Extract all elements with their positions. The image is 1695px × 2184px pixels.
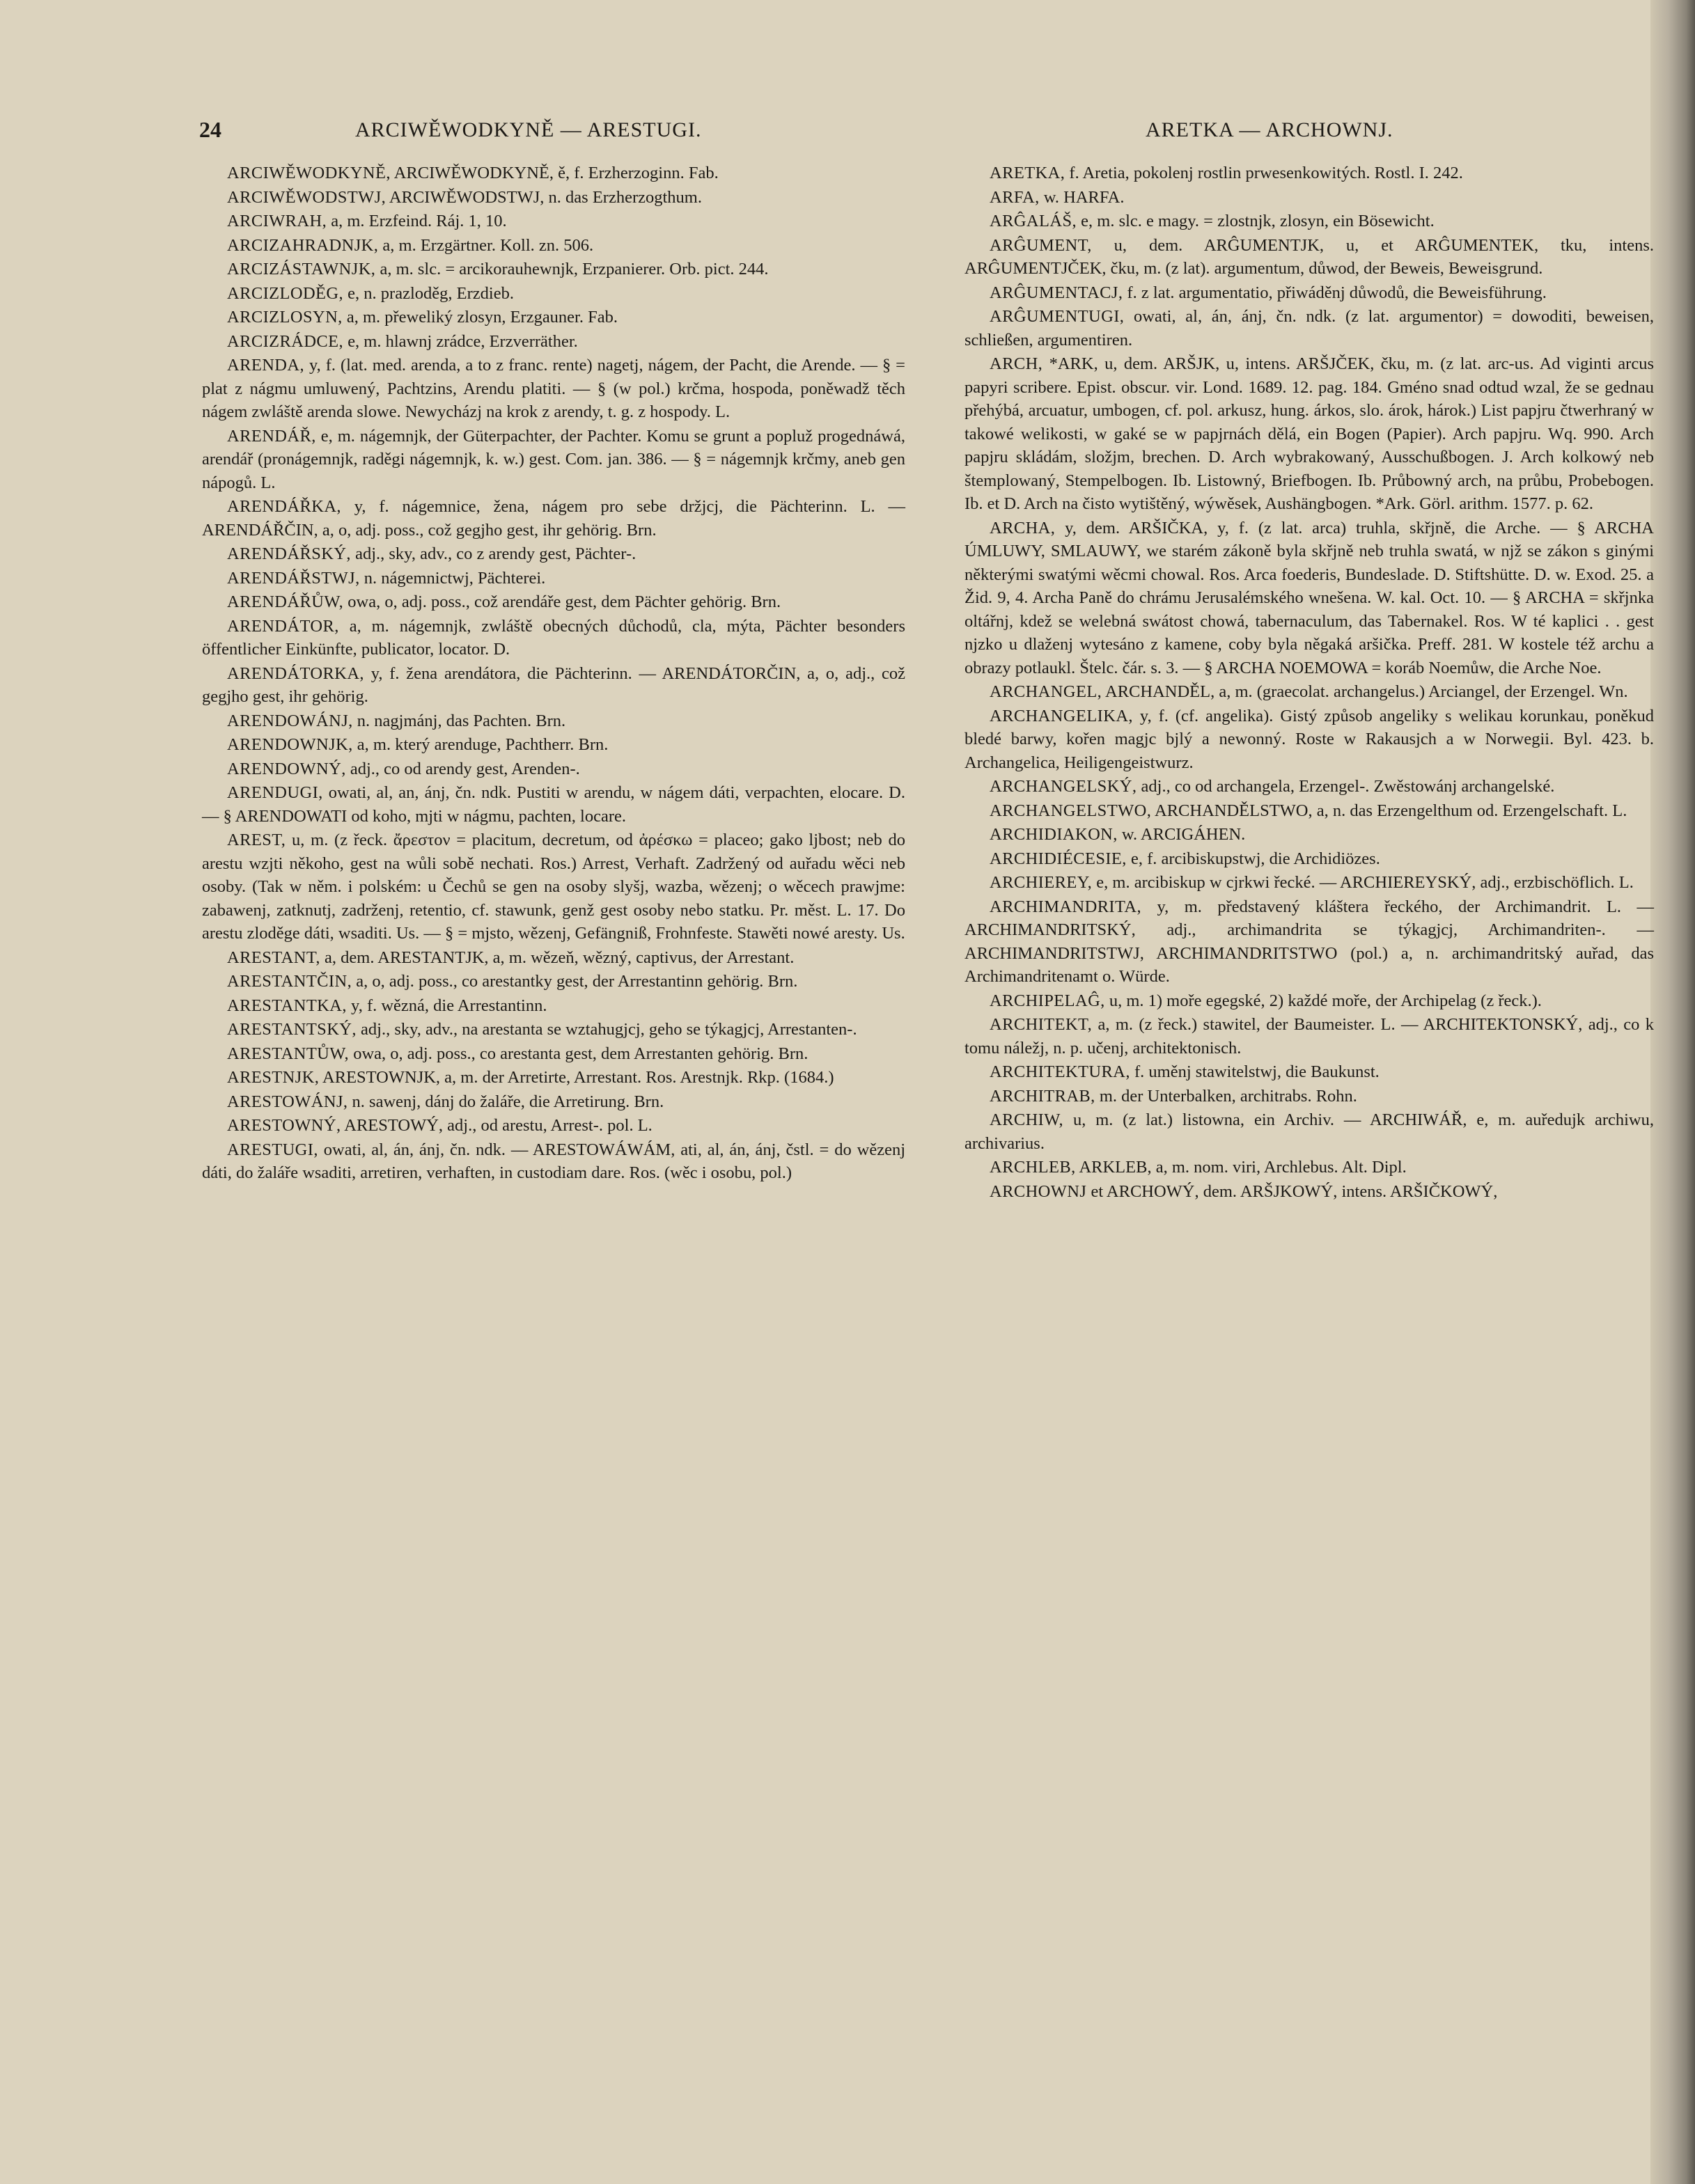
dictionary-entry	[202, 567, 905, 590]
entry-text: y, f. (cf. angelika). Gistý způsob angeliky s welikau korunkau, poněkud bledé barwy, kořen magjc bjlý a newonný. Roste w Rakausjch a w Norwegii. Byl. 423. b. Archangelica, Heiligengeistwurz.	[964, 706, 1655, 772]
entry-headword: ARENDÁŘSTWJ,	[227, 568, 360, 588]
entry-headword: ARĜUMENTACJ,	[990, 283, 1123, 302]
entry-headword: ARESTNJK,	[227, 1068, 320, 1087]
entry-headword: ARCIWĚWODKYNĚ,	[227, 164, 391, 182]
dictionary-entry	[964, 775, 1654, 799]
entry-text: y, m. představený kláštera řeckého, der Archimandrit. L. — ARCHIMANDRITSKÝ, adj., archimandrita se týkagjcj, Archimandriten-. — ARCHIMANDRITSTWJ, ARCHIMANDRITSTWO (pol.) a, n. archimandritský auřad, das Archimandritenamt o. Würde.	[964, 897, 1655, 986]
dictionary-entry	[202, 210, 905, 233]
entry-headword: ARCIZLOSYN,	[227, 308, 343, 327]
dictionary-entry	[202, 709, 905, 733]
left-column	[202, 162, 905, 1186]
page-number: 24	[199, 117, 221, 142]
dictionary-entry	[202, 162, 905, 185]
entry-text: ARCIWĚWODKYNĚ, ě, f. Erzherzoginn. Fab.	[393, 164, 719, 182]
entry-text: adj., sky, adv., co z arendy gest, Pächter-.	[355, 544, 636, 563]
entry-text: e, n. prazloděg, Erzdieb.	[347, 283, 514, 303]
entry-headword: ARCIWĚWODSTWJ,	[227, 187, 386, 207]
entry-text: y, dem. ARŠIČKA, y, f. (z lat. arca) truhla, skřjně, die Arche. — § ARCHA ÚMLUWY, SMLAUWY, we starém zákoně byla skřjně neb truhla swatá, w njž se zákon s ginými některými swatými wěcmi chowal. Ros. Arca foederis, Bundeslade. D. Stiftshütte. D. w. Exod. 25. a Žid. 9, 4. Archa Paně do chrámu Jerusalémského wnešena. W. kal. Oct. 10. — § ARCHA = skřjnka oltářnj, kdež se welebná swátost chowá, tabernaculum, das Tabernakel. Ros. W té kaplici . . gest njzko u dlaženj wytesáno z kamene, coby byla něgaká aršička. Preff. 281. W kostele též archu a obrazy potlaukl. Štelc. čár. s. 3. — § ARCHA NOEMOWA = koráb Noemůw, die Arche Noe.	[964, 518, 1654, 677]
entry-text: a, m. slc. = arcikorauhewnjk, Erzpanierer. Orb. pict. 244.	[380, 260, 769, 278]
dictionary-entry	[202, 306, 905, 329]
dictionary-entry	[964, 799, 1654, 823]
entry-headword: ARESTANT,	[227, 948, 320, 967]
dictionary-entry	[202, 662, 905, 709]
entry-headword: ARCHA,	[990, 518, 1056, 537]
dictionary-entry	[964, 517, 1654, 680]
entry-text: owati, al, án, ánj, čn. ndk. — ARESTOWÁWÁM, ati, al, án, ánj, čstl. = do wězenj dáti, do žaláře wsaditi, arretiren, verhaften, in custodiam dare. Ros. (wěc i osobu, pol.)	[202, 1140, 905, 1182]
entry-headword: ARFA,	[990, 187, 1040, 207]
right-column	[964, 162, 1654, 1204]
dictionary-entry	[964, 1156, 1654, 1179]
dictionary-entry	[202, 542, 905, 566]
entry-headword: ARESTANTČIN,	[227, 972, 352, 991]
dictionary-entry	[202, 1138, 905, 1185]
entry-headword: ARENDÁTORKA,	[227, 663, 364, 683]
entry-text: e, m. nágemnjk, der Güterpachter, der Pachter. Komu se grunt a popluž progednáwá, arendář (pronágemnjk, raděgi nágemnjk, k. w.) gest. Com. jan. 386. — § = nágemnjk krčmy, aneb gen nápogů. L.	[202, 426, 905, 492]
running-header	[160, 103, 1616, 145]
dictionary-entry	[202, 234, 905, 258]
entry-text: e, m. slc. e magy. = zlostnjk, zlosyn, ein Bösewicht.	[1081, 212, 1435, 230]
entry-text: y, f. nágemnice, žena, nágem pro sebe držjcj, die Pächterinn. L. — ARENDÁŘČIN, a, o, adj. poss., což gegjho gest, ihr gehörig. Brn.	[202, 497, 905, 540]
dictionary-entry	[964, 305, 1654, 352]
entry-headword: ARCHIDIAKON,	[990, 825, 1118, 844]
dictionary-entry	[964, 162, 1654, 185]
entry-headword: ARCHITEKT,	[990, 1015, 1093, 1034]
left-running-head: ARCIWĚWODKYNĚ — ARESTUGI.	[355, 118, 702, 141]
entry-text: owati, al, án, ánj, čn. ndk. (z lat. argumentor) = dowoditi, beweisen, schließen, argumentiren.	[964, 307, 1655, 349]
entry-headword: ARESTANTKA,	[227, 996, 347, 1015]
entry-text: a, m. nágemnjk, zwláště obecných důchodů, cla, mýta, Pächter besonders öffentlicher Einkünfte, publicator, locator. D.	[202, 616, 906, 659]
entry-text: owa, o, adj. poss., co arestanta gest, dem Arrestanten gehörig. Brn.	[353, 1044, 809, 1063]
dictionary-entry	[964, 705, 1654, 775]
entry-text: f. Aretia, pokolenj rostlin prwesenkowitých. Rostl. I. 242.	[1069, 164, 1463, 182]
entry-text: u, m. (z lat.) listowna, ein Archiv. — ARCHIWÁŘ, e, m. auředujk archiwu, archivarius.	[964, 1110, 1654, 1153]
dictionary-entry	[964, 210, 1654, 233]
entry-headword: ARCHANGELIKA,	[990, 706, 1133, 725]
entry-text: y, f. žena arendátora, die Pächterinn. — ARENDÁTORČIN, a, o, adj., což gegjho gest, ihr gehörig.	[202, 663, 906, 706]
entry-headword: ARCIZRÁDCE,	[227, 331, 344, 351]
entry-headword: ARĜUMENTUGI,	[990, 307, 1125, 326]
dictionary-entry	[202, 828, 905, 945]
entry-headword: ARENDÁŘKA,	[227, 497, 341, 516]
entry-headword: ARCHITEKTURA,	[990, 1062, 1130, 1081]
entry-text: adj., co od arendy gest, Arenden-.	[350, 759, 580, 778]
entry-text: a, m. (z řeck.) stawitel, der Baumeister. L. — ARCHITEKTONSKÝ, adj., co k tomu náležj, n. p. učenj, architektonisch.	[964, 1015, 1655, 1058]
dictionary-entry	[202, 994, 905, 1018]
entry-headword: ARCIZÁSTAWNJK,	[227, 260, 376, 278]
dictionary-entry	[964, 234, 1654, 281]
entry-headword: ARCHITRAB,	[990, 1086, 1095, 1106]
book-gutter-shadow	[1650, 0, 1695, 2184]
right-running-head: ARETKA — ARCHOWNJ.	[1146, 118, 1393, 141]
dictionary-entry	[202, 1018, 905, 1042]
dictionary-entry	[202, 733, 905, 757]
dictionary-entry	[202, 1066, 905, 1090]
dictionary-entry	[202, 615, 905, 661]
entry-headword: ARCHIMANDRITA,	[990, 897, 1142, 916]
entry-headword: ARENDÁŘ,	[227, 426, 316, 446]
entry-text: n. sawenj, dánj do žaláře, die Arretirung. Brn.	[352, 1092, 664, 1111]
entry-text: m. der Unterbalken, architrabs. Rohn.	[1099, 1086, 1357, 1106]
entry-text: e, m. hlawnj zrádce, Erzverräther.	[347, 331, 578, 351]
dictionary-entry	[202, 781, 905, 828]
entry-text: y, f. (lat. med. arenda, a to z franc. rente) nagetj, nágem, der Pacht, die Arende. — § = plat z nágmu umluwený, Pachtzins, Arendu platiti. — § (w pol.) krčma, hospoda, poněwadž těch nágem zwláště arenda slowe. Newycházj na krok z arendy, t. g. z hospody. L.	[202, 356, 906, 421]
dictionary-entry	[202, 1042, 905, 1066]
entry-headword: ARCHANGEL,	[990, 682, 1102, 701]
dictionary-entry	[964, 847, 1654, 871]
entry-text: u, m. 1) moře egegské, 2) každé moře, der Archipelag (z řeck.).	[1109, 991, 1542, 1010]
entry-text: u, dem. ARĜUMENTJK, u, et ARĜUMENTEK, tku, intens. ARĜUMENTJČEK, čku, m. (z lat). argumentum, důwod, der Beweis, Beweisgrund.	[964, 235, 1654, 278]
dictionary-entry	[202, 946, 905, 970]
entry-text: ARCHANDĚLSTWO, a, n. das Erzengelthum od. Erzengelschaft. L.	[1155, 801, 1627, 820]
entry-text: *ARK, u, dem. ARŠJK, u, intens. ARŠJČEK, čku, m. (z lat. arc-us. Ad viginti arcus papyri scribere. Epist. obscur. vir. Lond. 1689. 12. pag. 184. Gméno snad odtud wzal, že se gednau přehýbá, arcuatur, umbogen, cf. pol. arkusz, hung. árkos, slo. árok, hárok.) List papjru čtwerhraný w takowé welikosti, w gaké se w papjrnách dělá, ein Bogen (Papier). Arch papjru. Wq. 990. Arch papjru skládám, složjm, brechen. D. Arch wybrakowaný, Ausschußbogen. J. Arch kolkowý neb štemplowaný, Stempelbogen. Ib. Listowný, Briefbogen. Ib. Průbowný arch, na průbu, Probebogen. Ib. et D. Arch na čisto wytištěný, wýwěsek, Aushängbogen. *Ark. Görl. arithm. 1577. p. 62.	[964, 354, 1655, 513]
dictionary-entry	[202, 425, 905, 495]
entry-text: ARCIWĚWODSTWJ, n. das Erzherzogthum.	[389, 187, 702, 207]
entry-headword: ARCHANGELSTWO,	[990, 801, 1152, 820]
entry-headword: ARCHIW,	[990, 1110, 1064, 1129]
dictionary-entry	[964, 989, 1654, 1013]
entry-headword: ARĜALÁŠ,	[990, 212, 1077, 230]
entry-headword: ARESTANTŮW,	[227, 1044, 350, 1063]
entry-text: adj., co od archangela, Erzengel-. Zwěstowánj archangelské.	[1141, 777, 1555, 796]
dictionary-entry	[964, 823, 1654, 847]
dictionary-entry	[964, 871, 1654, 895]
entry-text: e, f. arcibiskupstwj, die Archidiözes.	[1130, 849, 1380, 868]
entry-text: a, m. přeweliký zlosyn, Erzgauner. Fab.	[346, 308, 618, 327]
entry-text: owa, o, adj. poss., což arendáře gest, dem Pächter gehörig. Brn.	[347, 592, 781, 611]
dictionary-entry	[964, 1108, 1654, 1155]
entry-text: owati, al, an, ánj, čn. ndk. Pustiti w arendu, w nágem dáti, verpachten, elocare. D. — § ARENDOWATI od koho, mjti w nágmu, pachten, locare.	[202, 783, 905, 826]
dictionary-entry	[202, 258, 905, 281]
dictionary-entry	[202, 590, 905, 614]
entry-headword: ARCHIDIÉCESIE,	[990, 849, 1127, 868]
entry-text: ARESTOWÝ, adj., od arestu, Arrest-. pol. L.	[344, 1116, 653, 1135]
entry-headword: ARCHIEREY,	[990, 873, 1093, 892]
entry-headword: ARESTANTSKÝ,	[227, 1020, 357, 1039]
entry-headword: ARENDUGI,	[227, 783, 323, 802]
dictionary-entry	[964, 1060, 1654, 1084]
dictionary-entry	[202, 970, 905, 993]
entry-text: f. z lat. argumentatio, přiwáděnj důwodů, die Beweisführung.	[1127, 283, 1547, 302]
entry-text: u, m. (z řeck. ἄρεστον = placitum, decretum, od ἀρέσκω = placeo; gako ljbost; neb do arestu wzjti někoho, gest na wůli sobě nechati. Ros.) Arrest, Verhaft. Zadržený od auřadu wěci neb osoby. (Tak w něm. i polském: u Čechů se gen na osoby slyšj, wazba, wězenj; o wěcech prawjme: zabawenj, zatknutj, zadrženj, retentio, cf. stawunk, genž gest osoby nebo statku. Pr. měst. L. 17. Do arestu zloděge dáti, wsaditi. Us. — § = mjsto, wězenj, Gefängniß, Frohnfeste. Stawěti nowé aresty. Us.	[202, 831, 906, 943]
entry-text: ARKLEB, a, m. nom. viri, Archlebus. Alt. Dipl.	[1079, 1158, 1407, 1177]
entry-text: a, m. Erzfeind. Ráj. 1, 10.	[331, 212, 507, 230]
entry-text: a, o, adj. poss., co arestantky gest, der Arrestantinn gehörig. Brn.	[356, 972, 798, 991]
entry-headword: ARCHANGELSKÝ,	[990, 777, 1137, 796]
entry-headword: ARCHLEB,	[990, 1158, 1076, 1177]
entry-text: f. uměnj stawitelstwj, die Baukunst.	[1134, 1062, 1380, 1081]
entry-text: a, dem. ARESTANTJK, a, m. wězeň, wězný, captivus, der Arrestant.	[325, 948, 795, 967]
entry-text: e, m. arcibiskup w cjrkwi řecké. — ARCHIEREYSKÝ, adj., erzbischöflich. L.	[1096, 873, 1634, 892]
entry-headword: ARESTUGI,	[227, 1140, 318, 1159]
entry-text: et ARCHOWÝ, dem. ARŠJKOWÝ, intens. ARŠIČKOWÝ,	[1091, 1181, 1498, 1201]
dictionary-entry	[202, 495, 905, 542]
entry-headword: ARENDOWNÝ,	[227, 759, 346, 778]
entry-text: ARESTOWNJK, a, m. der Arretirte, Arrestant. Ros. Arestnjk. Rkp. (1684.)	[322, 1068, 834, 1087]
entry-headword: ARCIZAHRADNJK,	[227, 235, 379, 255]
entry-text: w. ARCIGÁHEN.	[1121, 825, 1246, 844]
entry-headword: ARCHOWNJ	[990, 1181, 1087, 1201]
entry-text: a, m. Erzgärtner. Koll. zn. 506.	[382, 235, 594, 255]
entry-text: adj., sky, adv., na arestanta se wztahugjcj, geho se týkagjcj, Arrestanten-.	[361, 1020, 857, 1039]
entry-text: n. nágemnictwj, Pächterei.	[364, 568, 546, 588]
dictionary-entry	[964, 281, 1654, 305]
entry-headword: ARENDÁŘSKÝ,	[227, 544, 351, 563]
dictionary-entry	[964, 680, 1654, 704]
entry-text: w. HARFA.	[1043, 187, 1125, 207]
dictionary-entry	[202, 186, 905, 210]
dictionary-entry	[202, 330, 905, 354]
entry-headword: ARESTOWNÝ,	[227, 1116, 341, 1135]
dictionary-entry	[202, 354, 905, 424]
entry-headword: ARENDOWÁNJ,	[227, 711, 353, 730]
dictionary-entry	[202, 1114, 905, 1138]
entry-text: a, m. který arenduge, Pachtherr. Brn.	[357, 735, 609, 754]
dictionary-entry	[964, 1085, 1654, 1108]
dictionary-entry	[964, 1013, 1654, 1060]
entry-headword: ARENDA,	[227, 356, 305, 375]
entry-headword: ARCIWRAH,	[227, 212, 327, 230]
entry-headword: ARETKA,	[990, 164, 1065, 182]
dictionary-entry	[202, 757, 905, 781]
entry-headword: AREST,	[227, 831, 286, 849]
entry-headword: ARĜUMENT,	[990, 235, 1092, 255]
entry-text: y, f. wězná, die Arrestantinn.	[351, 996, 547, 1015]
dictionary-entry	[202, 282, 905, 306]
entry-text: n. nagjmánj, das Pachten. Brn.	[357, 711, 566, 730]
dictionary-entry	[964, 186, 1654, 210]
entry-headword: ARENDÁŘŮW,	[227, 592, 344, 611]
dictionary-entry	[964, 352, 1654, 516]
entry-headword: ARENDOWNJK,	[227, 735, 353, 754]
entry-headword: ARCIZLODĚG,	[227, 283, 344, 303]
entry-headword: ARENDÁTOR,	[227, 616, 339, 636]
dictionary-entry	[202, 1090, 905, 1114]
entry-headword: ARCH,	[990, 354, 1043, 373]
dictionary-entry	[964, 895, 1654, 989]
entry-headword: ARCHIPELAĜ,	[990, 991, 1105, 1010]
entry-headword: ARESTOWÁNJ,	[227, 1092, 348, 1111]
entry-text: ARCHANDĚL, a, m. (graecolat. archangelus.) Arciangel, der Erzengel. Wn.	[1105, 682, 1628, 701]
dictionary-entry	[964, 1180, 1654, 1204]
